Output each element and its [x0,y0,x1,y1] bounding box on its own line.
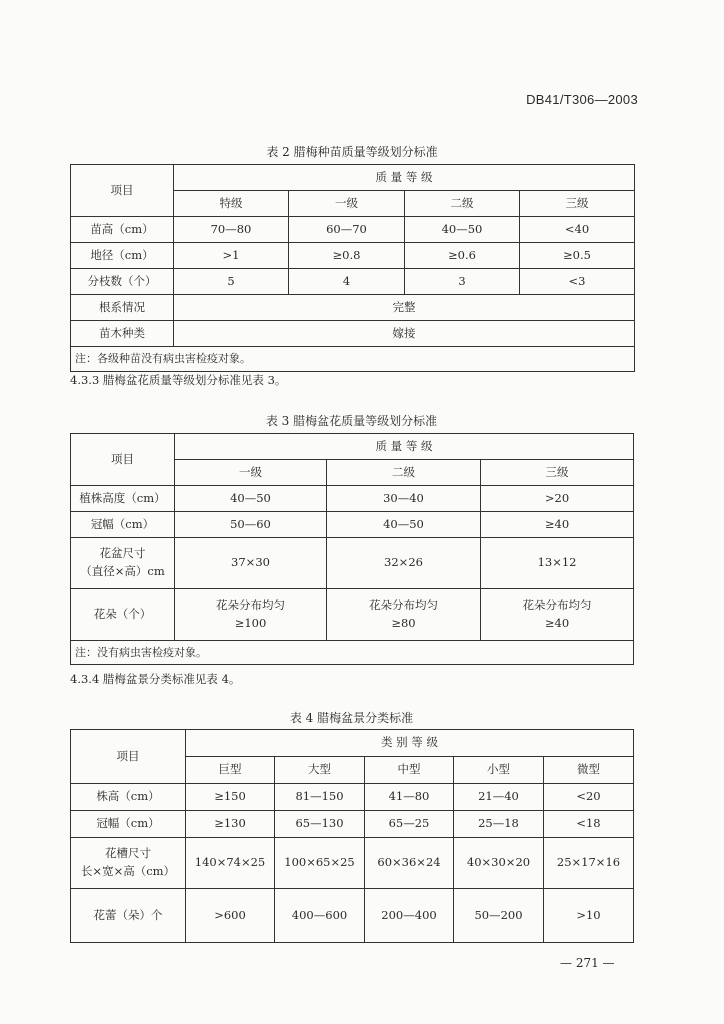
table-row [71,243,635,269]
table-row [71,217,635,243]
table2-grade: 二级 [405,191,520,217]
table4-grade: 中型 [365,757,454,784]
cell: 30—40 [327,486,481,512]
table2-group-header: 质 量 等 级 [174,165,635,191]
cell: 50—200 [454,889,544,943]
cell: 40×30×20 [454,838,544,889]
cell-line: ≥100 [234,615,267,630]
table2-grade: 三级 [520,191,635,217]
row-label-line: （直径×高）cm [80,564,165,578]
cell: 嫁接 [174,321,635,347]
table2-grade: 特级 [174,191,289,217]
table-row [71,269,635,295]
row-label-line: 花盆尺寸 [99,546,146,561]
cell: <20 [544,784,634,811]
table-row [71,538,634,589]
cell: 13×12 [481,538,634,589]
cell: 65—25 [365,811,454,838]
table-row [71,811,634,838]
table3-group-header: 质 量 等 级 [175,434,634,460]
table4-group-header: 类 别 等 级 [186,730,634,757]
table3-grade: 一级 [175,460,327,486]
table-row [71,784,634,811]
table2-note: 注：各级种苗没有病虫害检疫对象。 [71,347,635,372]
table-row [71,512,634,538]
row-label: 地径（cm） [71,243,174,269]
row-label: 冠幅（cm） [71,811,186,838]
cell: 100×65×25 [275,838,365,889]
cell: 70—80 [174,217,289,243]
table3-item-header: 项目 [71,434,175,486]
cell: 40—50 [405,217,520,243]
table4-grade: 小型 [454,757,544,784]
table4-item-header: 项目 [71,730,186,784]
cell: <18 [544,811,634,838]
row-label: 分枝数（个） [71,269,174,295]
cell: >600 [186,889,275,943]
cell: 41—80 [365,784,454,811]
cell: 81—150 [275,784,365,811]
table-row [71,321,635,347]
cell: 完整 [174,295,635,321]
cell: 60—70 [289,217,405,243]
row-label: 苗木种类 [71,321,174,347]
table4-caption: 表 4 腊梅盆景分类标准 [289,711,414,725]
table3-caption: 表 3 腊梅盆花质量等级划分标准 [265,414,438,428]
cell-line: ≥80 [391,615,416,630]
cell: <40 [520,217,635,243]
table3 [70,433,634,665]
paragraph-4-3-3: 4.3.3 腊梅盆花质量等级划分标准见表 3。 [70,373,287,387]
row-label: 冠幅（cm） [71,512,175,538]
cell [481,589,634,641]
cell-line: ≥40 [544,615,570,630]
standard-code: DB41/T306—2003 [526,92,638,107]
table-row [71,486,634,512]
table3-grade: 二级 [327,460,481,486]
cell: 40—50 [175,486,327,512]
row-label: 株高（cm） [71,784,186,811]
cell: >1 [174,243,289,269]
cell: ≥0.6 [405,243,520,269]
table2 [70,164,635,372]
table4-grade: 大型 [275,757,365,784]
table-row [71,838,634,889]
cell: 32×26 [327,538,481,589]
table-row [71,589,634,641]
cell [175,589,327,641]
cell: 25—18 [454,811,544,838]
cell: 60×36×24 [365,838,454,889]
row-label [71,538,175,589]
cell: 65—130 [275,811,365,838]
row-label-line: 长×宽×高（cm） [80,864,176,878]
table4 [70,729,634,943]
table2-caption: 表 2 腊梅种苗质量等级划分标准 [266,145,438,159]
cell: 21—40 [454,784,544,811]
cell: >10 [544,889,634,943]
cell: ≥150 [186,784,275,811]
cell: 4 [289,269,405,295]
cell: 3 [405,269,520,295]
cell: ≥0.8 [289,243,405,269]
cell: <3 [520,269,635,295]
cell: 25×17×16 [544,838,634,889]
table3-note: 注：没有病虫害检疫对象。 [71,641,634,665]
cell: ≥0.5 [520,243,635,269]
table-row [71,295,635,321]
table4-grade: 微型 [544,757,634,784]
cell: 400—600 [275,889,365,943]
cell: >20 [481,486,634,512]
paragraph-4-3-4: 4.3.4 腊梅盆景分类标准见表 4。 [70,672,241,686]
row-label: 植株高度（cm） [71,486,175,512]
cell-line: 花朵分布均匀 [522,597,592,612]
row-label: 根系情况 [71,295,174,321]
cell: 5 [174,269,289,295]
table2-item-header: 项目 [71,165,174,217]
cell: 50—60 [175,512,327,538]
cell: 40—50 [327,512,481,538]
cell-line: 花朵分布均匀 [369,597,438,612]
table3-grade: 三级 [481,460,634,486]
table2-grade: 一级 [289,191,405,217]
table4-grade: 巨型 [186,757,275,784]
cell-line: 花朵分布均匀 [216,597,285,612]
cell: 200—400 [365,889,454,943]
row-label-line: 花槽尺寸 [105,846,151,861]
row-label: 花朵（个） [71,589,175,641]
page-number: — 271 — [560,956,615,970]
row-label: 苗高（cm） [71,217,174,243]
cell: 37×30 [175,538,327,589]
cell: 140×74×25 [186,838,275,889]
cell: ≥40 [481,512,634,538]
row-label [71,838,186,889]
cell [327,589,481,641]
cell: ≥130 [186,811,275,838]
row-label: 花蕾（朵）个 [71,889,186,943]
table-row [71,889,634,943]
